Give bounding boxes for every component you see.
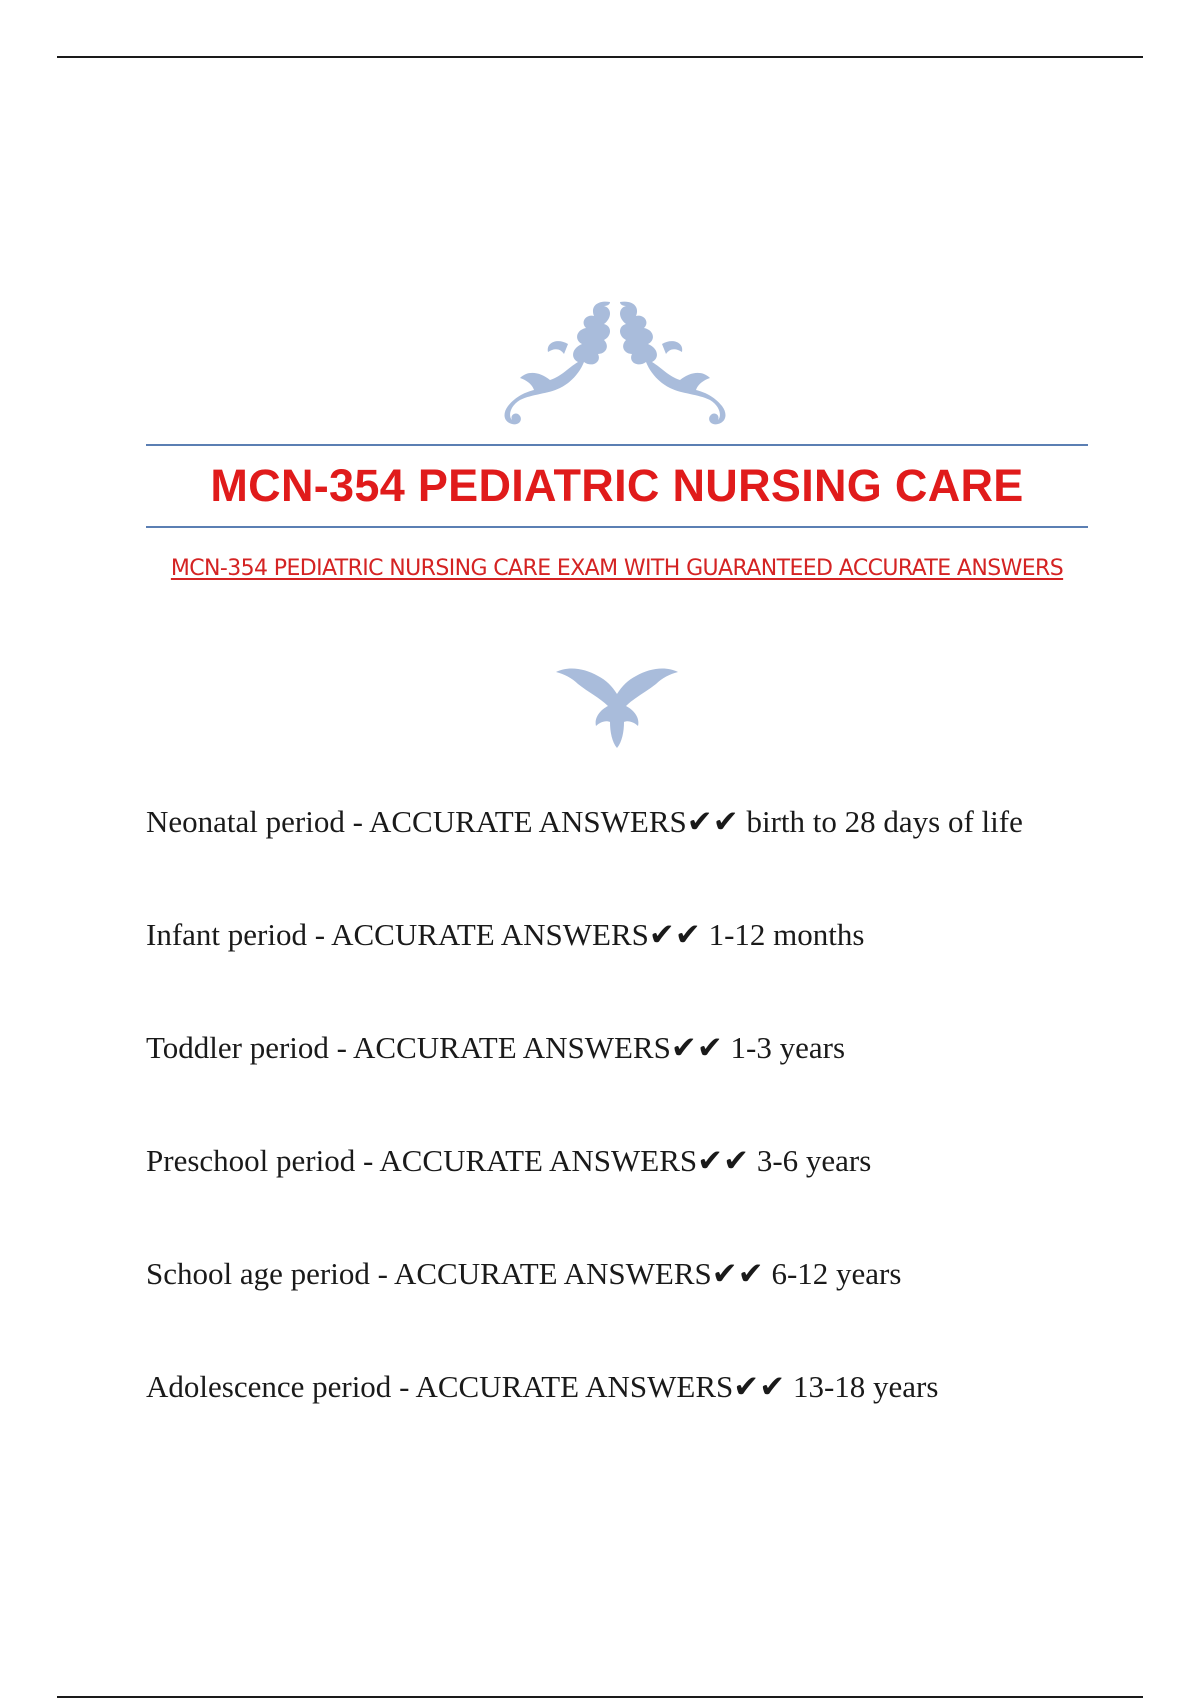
item-answer: 1-12 months: [700, 917, 865, 952]
page-title: MCN-354 PEDIATRIC NURSING CARE: [210, 460, 1024, 511]
footer-rule: [57, 1696, 1143, 1698]
item-answer: 1-3 years: [722, 1030, 846, 1065]
qa-list: [146, 800, 1146, 1478]
item-marker: ACCURATE ANSWERS✔✔: [379, 1143, 750, 1178]
title-banner: [146, 444, 1088, 528]
item-separator: -: [344, 804, 369, 839]
list-item: [146, 1252, 1146, 1365]
item-term: School age period: [146, 1256, 370, 1291]
flourish-ornament-icon: [498, 296, 732, 426]
list-item: [146, 800, 1146, 913]
item-separator: -: [306, 917, 332, 952]
list-item: [146, 1139, 1146, 1252]
list-item: [146, 1026, 1146, 1139]
list-item: [146, 1365, 1146, 1478]
item-answer: birth to 28 days of life: [738, 804, 1023, 839]
item-separator: -: [355, 1143, 380, 1178]
item-separator: -: [328, 1030, 354, 1065]
header-rule: [57, 56, 1143, 58]
item-separator: -: [369, 1256, 394, 1291]
item-separator: -: [391, 1369, 416, 1404]
item-term: Neonatal period: [146, 804, 345, 839]
item-marker: ACCURATE ANSWERS✔✔: [393, 1256, 764, 1291]
item-answer: 13-18 years: [785, 1369, 939, 1404]
item-term: Infant period: [146, 917, 307, 952]
subtitle-link[interactable]: MCN-354 PEDIATRIC NURSING CARE EXAM WITH GUARANTEED ACCURATE ANSWERS: [170, 556, 1064, 581]
fleur-ornament-icon: [554, 664, 680, 748]
item-marker: ACCURATE ANSWERS✔✔: [415, 1369, 786, 1404]
item-term: Preschool period: [146, 1143, 356, 1178]
item-marker: ACCURATE ANSWERS✔✔: [368, 804, 739, 839]
item-term: Toddler period: [146, 1030, 329, 1065]
list-item: [146, 913, 1146, 1026]
item-answer: 3-6 years: [749, 1143, 872, 1178]
item-term: Adolescence period: [146, 1369, 392, 1404]
item-marker: ACCURATE ANSWERS✔✔: [353, 1030, 723, 1065]
item-marker: ACCURATE ANSWERS✔✔: [331, 917, 701, 952]
item-answer: 6-12 years: [763, 1256, 902, 1291]
